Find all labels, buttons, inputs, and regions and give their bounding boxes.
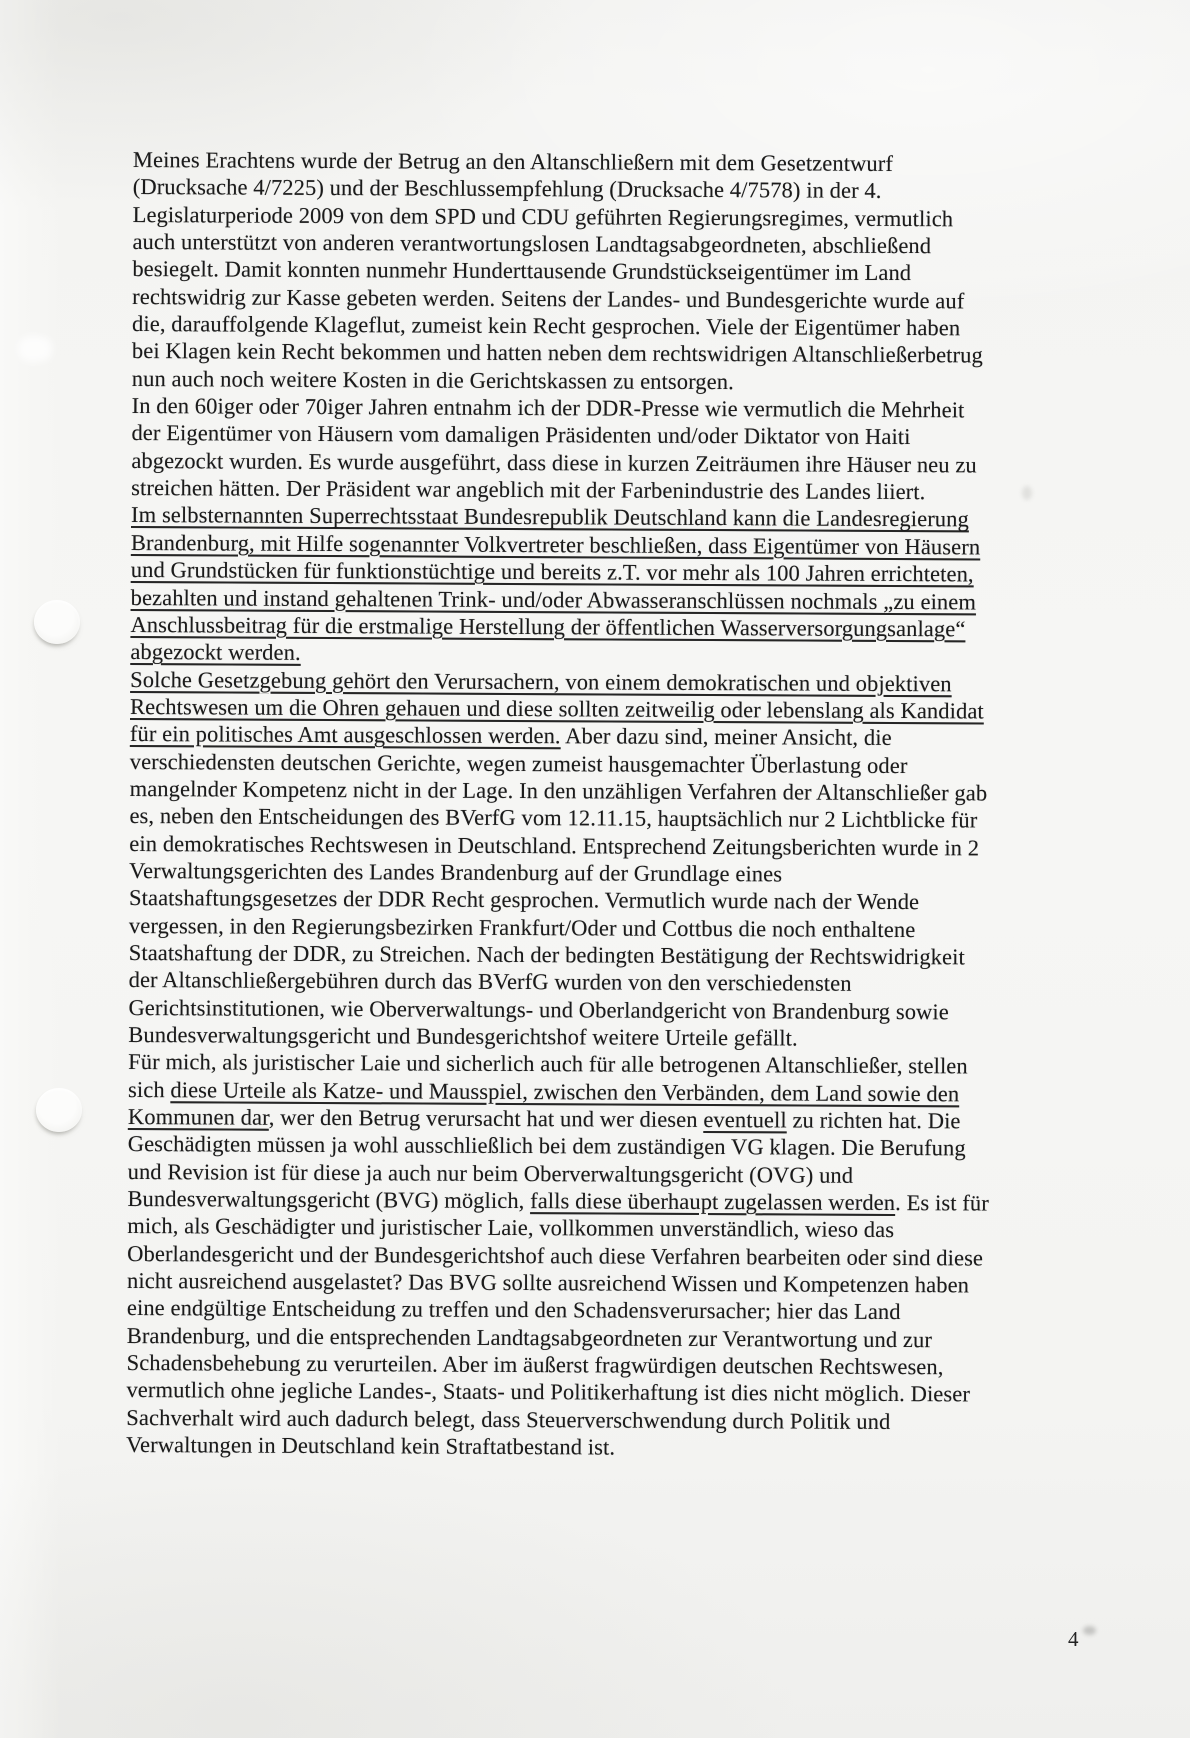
text-run: auch unterstützt von anderen verantwortungslosen Landtagsabgeordneten, abschließend	[132, 229, 932, 259]
text-line	[126, 1431, 1106, 1463]
underlined-text-run: Kommunen dar	[127, 1104, 269, 1130]
text-run: Brandenburg, und die entsprechenden Landtagsabgeordneten zur Verantwortung und zur	[126, 1322, 933, 1352]
scan-artifact	[18, 336, 52, 362]
text-run: streichen hätten. Der Präsident war angeblich mit der Farbenindustrie des Landes liiert.	[131, 475, 926, 505]
text-run: rechtswidrig zur Kasse gebeten werden. Seitens der Landes- und Bundesgerichte wurde auf	[132, 283, 965, 314]
text-run: Sachverhalt wird auch dadurch belegt, dass Steuerverschwendung durch Politik und	[126, 1404, 891, 1434]
text-run: besiegelt. Damit konnten nunmehr Hunderttausende Grundstückseigentümer im Land	[132, 256, 912, 286]
scan-artifact	[1083, 1626, 1096, 1635]
text-run: . Es ist für	[895, 1190, 989, 1216]
text-run: nicht ausreichend ausgelastet? Das BVG sollte ausreichend Wissen und Kompetenzen haben	[126, 1268, 970, 1298]
text-run: vermutlich ohne jegliche Landes-, Staats- und Politikerhaftung ist dies nicht möglich. Dieser	[126, 1377, 971, 1407]
underlined-text-run: und Grundstücken für funktionstüchtige und bereits z.T. vor mehr als 100 Jahren errichteten,	[130, 557, 974, 587]
text-run: Schadensbehebung zu verurteilen. Aber im äußerst fragwürdigen deutschen Rechtswesen,	[126, 1350, 944, 1380]
text-run: Aber dazu sind, meiner Ansicht, die	[560, 723, 892, 751]
underlined-text-run: für ein politisches Amt ausgeschlossen werden.	[129, 721, 561, 749]
text-run: Gerichtsinstitutionen, wie Oberverwaltungs- und Oberlandgericht von Brandenburg sowie	[128, 994, 949, 1024]
document-body-text	[126, 146, 1113, 1464]
text-run: der Eigentümer von Häusern vom damaligen Präsidenten und/oder Diktator von Haiti	[131, 420, 911, 450]
text-run: Geschädigten müssen ja wohl ausschließlich bei dem zuständigen VG klagen. Die Berufung	[127, 1131, 966, 1161]
text-run: Verwaltungsgerichten des Landes Brandenburg auf der Grundlage eines	[129, 857, 783, 887]
page-number: 4	[1068, 1627, 1079, 1651]
underlined-text-run: Brandenburg, mit Hilfe sogenannter Volkvertreter beschließen, dass Eigentümer von Häusern	[130, 529, 981, 560]
text-run: verschiedensten deutschen Gerichte, wegen zumeist hausgemachter Überlastung oder	[129, 748, 908, 778]
text-run: zu richten hat. Die	[786, 1107, 961, 1134]
text-run: sich	[127, 1076, 171, 1102]
text-run: Oberlandesgericht und der Bundesgerichtshof auch diese Verfahren bearbeiten oder sind diese	[127, 1240, 984, 1271]
text-run: Staatshaftung der DDR, zu Streichen. Nach der bedingten Bestätigung der Rechtswidrigkeit	[128, 939, 965, 970]
text-run: der Altanschließergebühren durch das BVerfG wurden von den verschiedensten	[128, 967, 852, 997]
underlined-text-run: falls diese überhaupt zugelassen werden	[530, 1188, 896, 1216]
text-run: bei Klagen kein Recht bekommen und hatten neben dem rechtswidrigen Altanschließerbetrug	[131, 338, 983, 368]
text-run: nun auch noch weitere Kosten in die Gerichtskassen zu entsorgen.	[131, 365, 734, 394]
text-run: es, neben den Entscheidungen des BVerfG vom 12.11.15, hauptsächlich nur 2 Lichtblicke für	[129, 803, 978, 833]
text-run: die, darauffolgende Klageflut, zumeist kein Recht gesprochen. Viele der Eigentümer haben	[132, 311, 961, 341]
text-run: vergessen, in den Regierungsbezirken Frankfurt/Oder und Cottbus die noch enthaltene	[128, 912, 916, 942]
underlined-text-run: Anschlussbeitrag für die erstmalige Herstellung der öffentlichen Wasserversorgungsanlage“	[130, 611, 966, 642]
text-run: mich, als Geschädigter und juristischer Laie, vollkommen unverständlich, wieso das	[127, 1213, 895, 1243]
text-run: Für mich, als juristischer Laie und sicherlich auch für alle betrogenen Altanschließer, stellen	[128, 1049, 968, 1079]
text-run: ein demokratisches Rechtswesen in Deutschland. Entsprechend Zeitungsberichten wurde in 2	[129, 830, 980, 861]
text-run: abgezockt wurden. Es wurde ausgeführt, dass diese in kurzen Zeiträumen ihre Häuser neu zu	[131, 447, 977, 478]
text-run: Verwaltungen in Deutschland kein Straftatbestand ist.	[126, 1432, 616, 1460]
underlined-text-run: diese Urteile als Katze- und Mausspiel, zwischen den Verbänden, dem Land sowie den	[170, 1076, 960, 1107]
text-run: und Revision ist für diese ja auch nur beim Oberverwaltungsgericht (OVG) und	[127, 1158, 854, 1188]
document-lines	[126, 146, 1113, 1464]
underlined-text-run: Rechtswesen um die Ohren gehauen und diese sollten zeitweilig oder lebenslang als Kandidat	[130, 693, 984, 724]
underlined-text-run: Solche Gesetzgebung gehört den Verursachern, von einem demokratischen und objektiven	[130, 666, 952, 696]
text-run: , wer den Betrug verursacht hat und wer diesen	[268, 1104, 704, 1133]
text-run: Staatshaftungsgesetzes der DDR Recht gesprochen. Vermutlich wurde nach der Wende	[128, 885, 920, 915]
underlined-text-run: bezahlten und instand gehaltenen Trink- und/oder Abwasseranschlüssen nochmals „zu einem	[130, 584, 977, 614]
text-run: mangelnder Kompetenz nicht in der Lage. In den unzähligen Verfahren der Altanschließer gab	[129, 775, 988, 806]
text-run: Meines Erachtens wurde der Betrug an den Altanschließern mit dem Gesetzentwurf	[132, 146, 894, 176]
text-run: Bundesverwaltungsgericht (BVG) möglich,	[127, 1186, 531, 1214]
underlined-text-run: Im selbsternannten Superrechtsstaat Bundesrepublik Deutschland kann die Landesregierung	[131, 502, 969, 532]
underlined-text-run: abgezockt werden.	[130, 639, 301, 666]
text-run: In den 60iger oder 70iger Jahren entnahm ich der DDR-Presse wie vermutlich die Mehrheit	[131, 393, 965, 423]
text-run: Legislaturperiode 2009 von dem SPD und CDU geführten Regierungsregimes, vermutlich	[132, 201, 954, 231]
text-run: eine endgültige Entscheidung zu treffen und den Schadensverursacher; hier das Land	[126, 1295, 901, 1325]
hole-punch-mark	[34, 600, 80, 644]
hole-punch-mark	[36, 1088, 82, 1132]
underlined-text-run: eventuell	[703, 1107, 787, 1133]
text-run: Bundesverwaltungsgericht und Bundesgerichtshof weitere Urteile gefällt.	[128, 1021, 798, 1051]
text-run: (Drucksache 4/7225) und der Beschlussempfehlung (Drucksache 4/7578) in der 4.	[132, 174, 882, 204]
